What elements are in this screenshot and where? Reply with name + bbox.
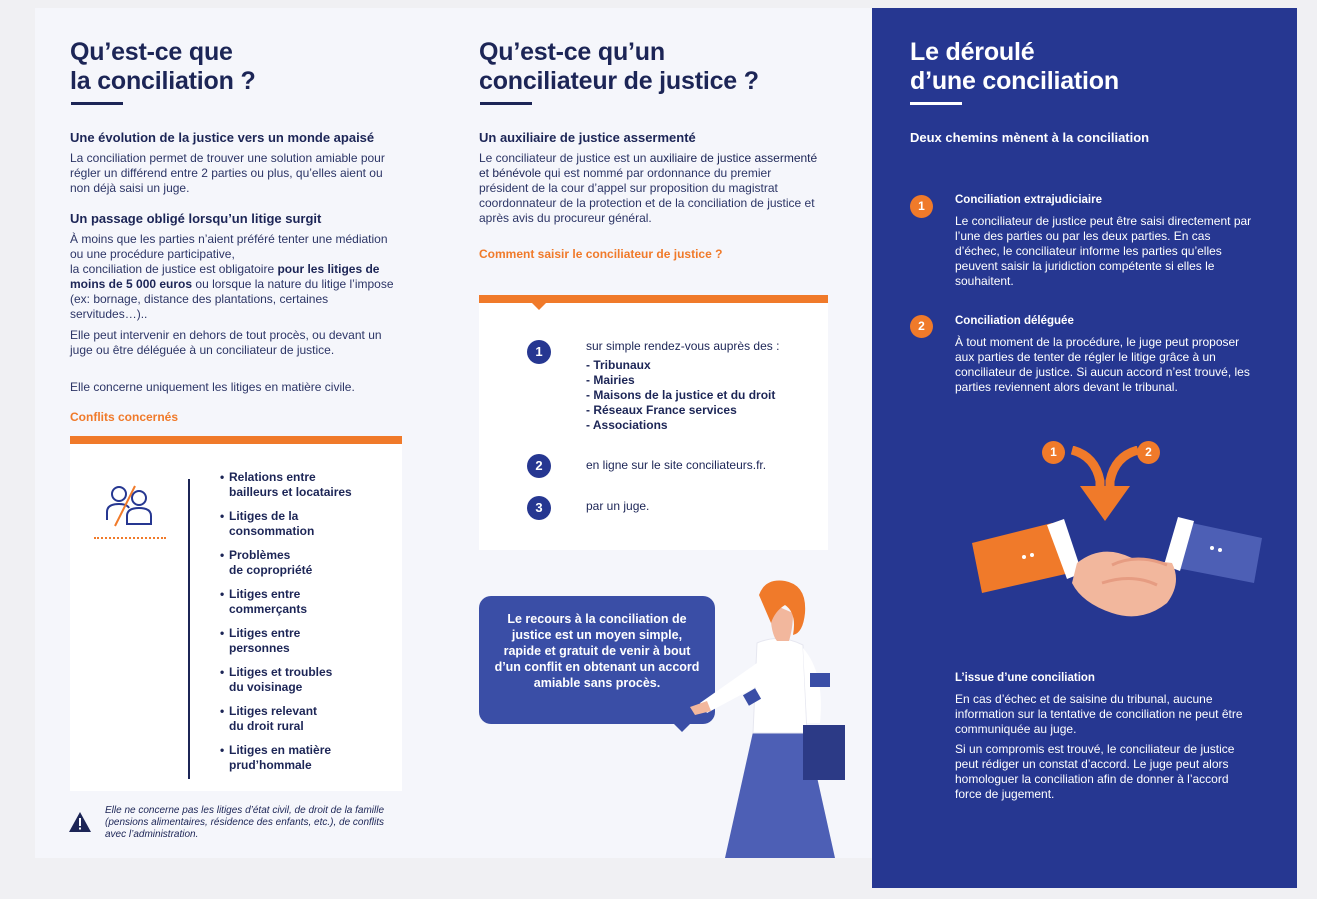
path-title: Conciliation déléguée (955, 315, 1074, 327)
col3-title: Le déroulé d’une conciliation (910, 38, 1119, 95)
title-rule (480, 102, 532, 105)
step-number: 1 (527, 340, 551, 364)
list-item: • Litiges entre personnes (220, 626, 352, 656)
list-item: • Litiges relevant du droit rural (220, 704, 352, 734)
section-heading: Deux chemins mènent à la conciliation (910, 130, 1150, 145)
col1-title: Qu’est-ce que la conciliation ? (70, 38, 256, 95)
path-title: Conciliation extrajudiciaire (955, 194, 1102, 206)
paragraph: À tout moment de la procédure, le juge peut proposer aux parties de tenter de régler le litige grâce à un conciliateur de justice. Si aucun accord n’est trouvé, les parties reviennent alors devant le tribunal. (955, 335, 1250, 394)
vertical-divider (188, 479, 190, 779)
path-number: 2 (910, 315, 933, 338)
warning-icon (68, 811, 92, 833)
conflicts-heading: Conflits concernés (70, 410, 179, 424)
list-item: - Maisons de la justice et du droit (586, 388, 776, 402)
list-item: - Mairies (586, 373, 635, 387)
list-item: • Litiges en matière prud’hommale (220, 743, 352, 773)
list-item: - Tribunaux (586, 358, 651, 372)
paragraph: Si un compromis est trouvé, le conciliateur de justice peut rédiger un constat d’accord. Le juge peut alors homologuer la conciliation afin de donner à l’accord force de jugement. (955, 742, 1235, 801)
list-item: - Associations (586, 418, 668, 432)
paragraph: En cas d’échec et de saisine du tribunal, aucune information sur la tentative de conciliation ne peut être communiquée au juge. (955, 692, 1243, 736)
column-conciliation (35, 8, 445, 858)
section-heading: Un auxiliaire de justice assermenté (479, 130, 696, 145)
col2-title: Qu’est-ce qu’un conciliateur de justice ? (479, 38, 759, 95)
step-text: sur simple rendez-vous auprès des : (586, 339, 780, 353)
list-item: • Problèmes de copropriété (220, 548, 352, 578)
woman-illustration (685, 573, 865, 858)
list-item: • Relations entre bailleurs et locataires (220, 470, 352, 500)
title-rule (910, 102, 962, 105)
step-text: par un juge. (586, 499, 650, 513)
title-rule (71, 102, 123, 105)
conflicts-list (220, 470, 352, 782)
column-deroule (872, 8, 1297, 888)
people-icon (105, 484, 157, 528)
paragraph: Le conciliateur de justice est un auxiliaire de justice assermenté et bénévole qui est nommé par ordonnance du premier président de la cour d’appel sur proposition du magistrat coordonnateur de la protection et de la conciliation de justice et après avis du procureur général. (479, 151, 818, 225)
how-heading: Comment saisir le conciliateur de justice ? (479, 247, 723, 261)
list-item: - Réseaux France services (586, 403, 737, 417)
step-text: en ligne sur le site conciliateurs.fr. (586, 458, 767, 472)
step-number: 3 (527, 496, 551, 520)
warning-note: Elle ne concerne pas les litiges d’état civil, de droit de la famille (pensions alimentaires, résidence des enfants, etc.), de conflits avec l’administration. (105, 805, 385, 840)
handshake-illustration (972, 513, 1262, 628)
box-notch (531, 302, 547, 310)
brochure-page (35, 8, 1297, 888)
places-list (586, 358, 775, 433)
step-number: 2 (527, 454, 551, 478)
path-number: 1 (910, 195, 933, 218)
paragraph: Le conciliateur de justice peut être saisi directement par l’une des parties ou par les deux parties. En cas d’échec, le conciliateur informe les parties qu’elles peuvent saisir la juridiction compétente si elles le souhaitent. (955, 214, 1252, 288)
paragraph-obligation: À moins que les parties n’aient préféré tenter une médiation ou une procédure participative, la conciliation de justice est obligatoire pour les litiges de moins de 5 000 euros ou lorsque la nature du litige l’impose (ex: bornage, distance des plantations, certaines servitudes…).. (70, 232, 394, 321)
dotted-divider (94, 537, 166, 539)
path-number: 1 (1042, 441, 1065, 464)
paragraph: La conciliation permet de trouver une solution amiable pour régler un différend entre 2 parties ou plus, qu’elles aient ou non déjà saisi un juge. (70, 151, 385, 195)
list-item: • Litiges et troubles du voisinage (220, 665, 352, 695)
list-item: • Litiges entre commerçants (220, 587, 352, 617)
paragraph: Elle concerne uniquement les litiges en matière civile. (70, 380, 355, 394)
issue-title: L’issue d’une conciliation (955, 672, 1095, 684)
list-item: • Litiges de la consommation (220, 509, 352, 539)
paragraph: Elle peut intervenir en dehors de tout procès, ou devant un juge ou être déléguée à un conciliateur de justice. (70, 328, 382, 357)
path-number: 2 (1137, 441, 1160, 464)
section-heading: Un passage obligé lorsqu’un litige surgit (70, 211, 322, 226)
section-heading: Une évolution de la justice vers un monde apaisé (70, 130, 375, 145)
conflicts-box (70, 436, 402, 791)
column-conciliateur (445, 8, 872, 858)
speech-bubble: Le recours à la conciliation de justice est un moyen simple, rapide et gratuit de venir à bout d’un conflit en obtenant un accord amiable sans procès. (479, 596, 715, 724)
steps-box (479, 295, 828, 550)
